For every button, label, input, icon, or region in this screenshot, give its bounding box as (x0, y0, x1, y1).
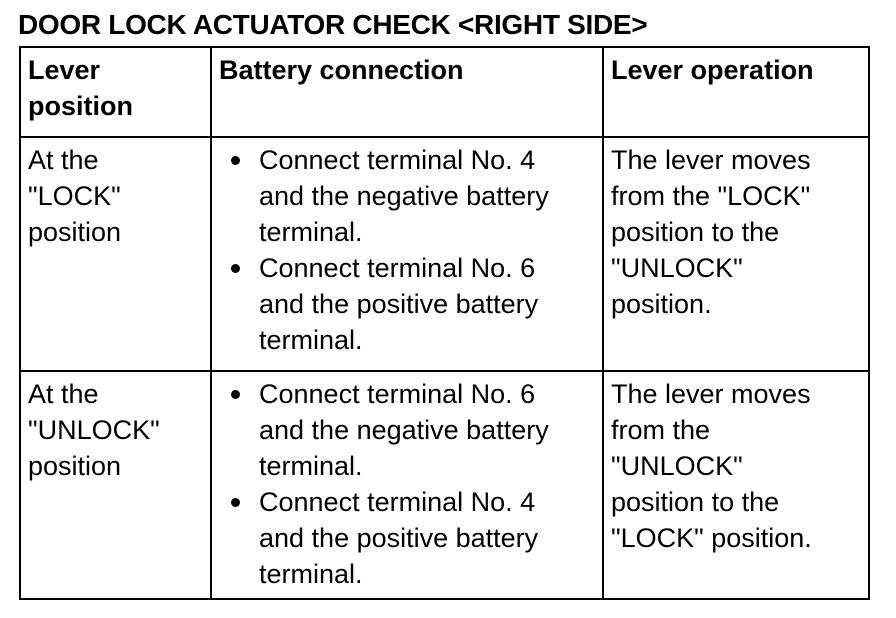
battery-connection-cell (211, 371, 603, 599)
door-lock-check-table (19, 46, 870, 600)
lever-position-cell: At the "LOCK" position (20, 137, 211, 371)
header-battery-connection: Battery connection (211, 47, 603, 137)
page-title: DOOR LOCK ACTUATOR CHECK <RIGHT SIDE> (18, 9, 648, 40)
lever-operation-cell: The lever moves from the "UNLOCK" position to the "LOCK" position. (603, 371, 869, 599)
header-lever-position: Lever position (20, 47, 211, 137)
battery-steps-list (219, 142, 596, 358)
header-lever-operation: Lever operation (603, 47, 869, 137)
list-item: Connect terminal No. 4 and the negative battery terminal. (219, 142, 596, 250)
list-item: Connect terminal No. 6 and the positive battery terminal. (219, 250, 596, 358)
battery-connection-cell (211, 137, 603, 371)
list-item: Connect terminal No. 6 and the negative battery terminal. (219, 376, 596, 484)
lever-operation-cell: The lever moves from the "LOCK" position to the "UNLOCK" position. (603, 137, 869, 371)
list-item: Connect terminal No. 4 and the positive battery terminal. (219, 484, 596, 592)
table-row (20, 137, 869, 371)
lever-position-cell: At the "UNLOCK" position (20, 371, 211, 599)
table-row (20, 371, 869, 599)
battery-steps-list (219, 376, 596, 592)
table-header-row (20, 47, 869, 137)
